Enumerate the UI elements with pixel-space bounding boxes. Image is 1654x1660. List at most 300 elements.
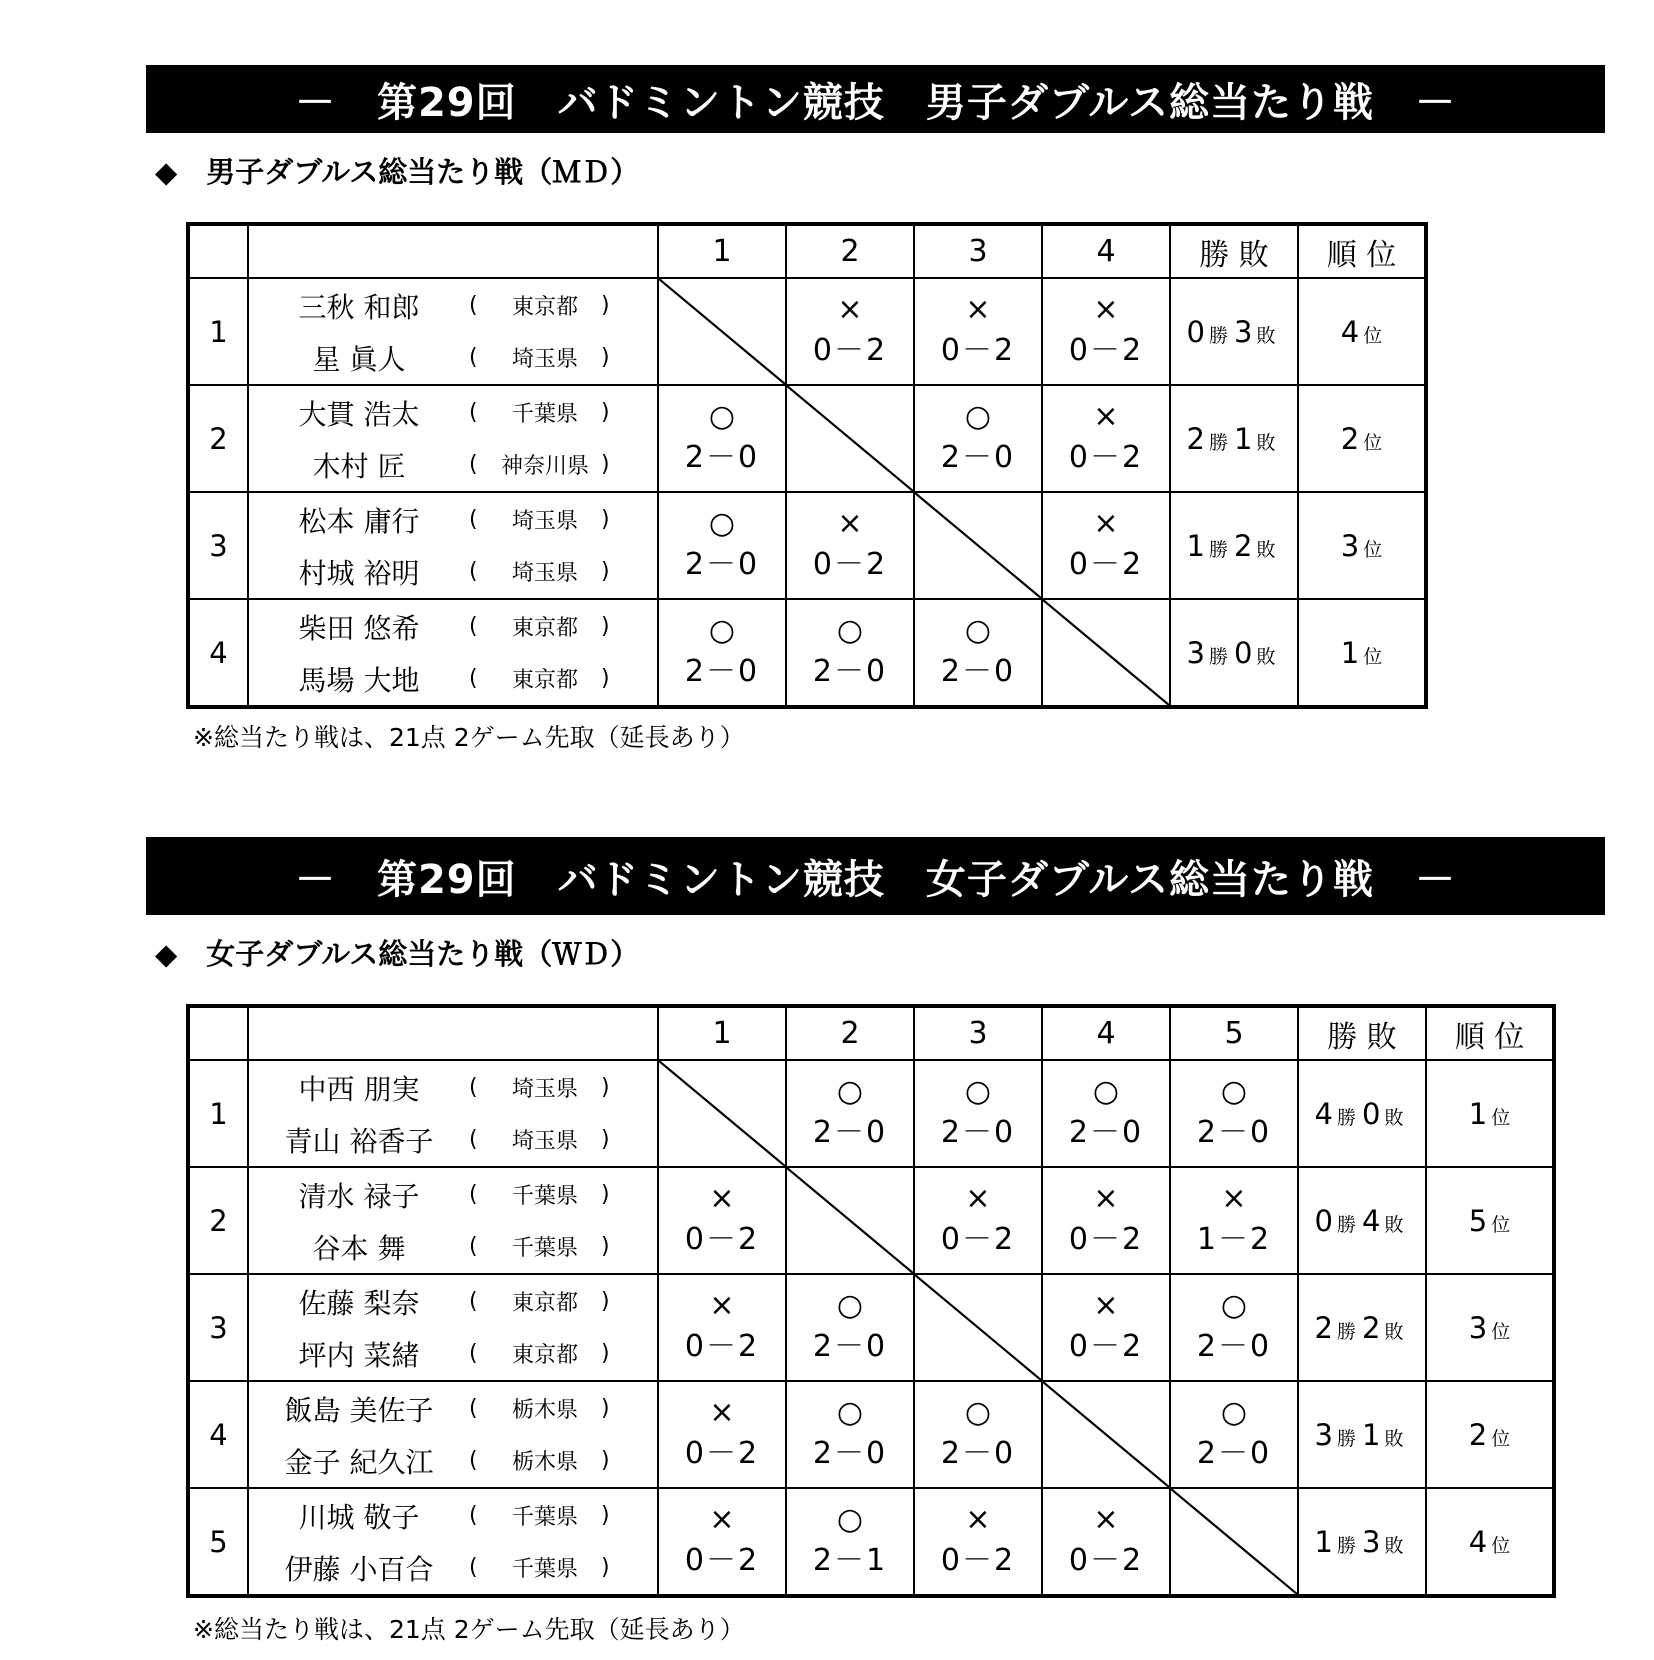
rank-unit: 位	[1363, 645, 1383, 668]
match-result-cell	[786, 1274, 914, 1381]
match-result-cell	[786, 1381, 914, 1488]
rank-value: 4	[1340, 314, 1360, 349]
match-result-cell	[1042, 492, 1170, 599]
result-mark: ○	[836, 1394, 864, 1430]
match-result-cell	[658, 599, 786, 707]
match-result-cell	[786, 278, 914, 385]
team-row	[188, 1274, 1554, 1381]
losses-count: 3	[1362, 1524, 1381, 1559]
team-number: 4	[188, 1381, 248, 1488]
rank-unit: 位	[1491, 1106, 1511, 1129]
close-paren: )	[601, 507, 610, 532]
team-number: 5	[188, 1488, 248, 1596]
header-opponent-1: 1	[658, 1006, 786, 1060]
rules-note: ※総当たり戦は、21点 2ゲーム先取（延長あり）	[193, 723, 745, 752]
win-unit: 勝	[1208, 324, 1228, 347]
player-prefecture: 栃木県	[511, 1450, 578, 1475]
team-number: 3	[188, 492, 248, 599]
diagonal-line	[915, 493, 1041, 598]
result-score: 0－2	[812, 546, 888, 582]
player-line	[249, 1542, 657, 1594]
player-name: 川城 敬子	[298, 1500, 420, 1534]
open-paren: (	[469, 1341, 478, 1366]
final-rank	[1426, 1488, 1554, 1596]
open-paren: (	[469, 1503, 478, 1528]
open-paren: (	[469, 400, 478, 425]
close-paren: )	[601, 1075, 610, 1100]
result-score: 0－2	[1068, 1221, 1144, 1257]
header-opponent-1: 1	[658, 224, 786, 278]
diagonal-line	[787, 1168, 913, 1273]
result-mark: ×	[1093, 398, 1119, 434]
player-prefecture: 埼玉県	[511, 1077, 578, 1102]
close-paren: )	[601, 666, 610, 691]
header-record: 勝 敗	[1298, 1006, 1426, 1060]
result-score: 2－0	[684, 653, 760, 689]
self-match-cell	[1042, 1381, 1170, 1488]
match-result-cell	[1042, 1167, 1170, 1274]
player-name: 松本 庸行	[298, 504, 420, 538]
team-number: 4	[188, 599, 248, 707]
losses-count: 4	[1362, 1203, 1381, 1238]
player-prefecture: 埼玉県	[511, 347, 578, 372]
win-loss-record	[1170, 385, 1298, 492]
loss-unit: 敗	[1256, 645, 1276, 668]
diagonal-slash	[915, 1275, 1041, 1380]
losses-count: 0	[1234, 635, 1253, 670]
player-line	[249, 1169, 657, 1221]
match-result-cell	[914, 278, 1042, 385]
match-result-cell	[914, 1167, 1042, 1274]
result-score: 0－2	[940, 1221, 1016, 1257]
player-line	[249, 1276, 657, 1328]
player-name: 青山 裕香子	[284, 1124, 434, 1158]
self-match-cell	[1170, 1488, 1298, 1596]
rules-note: ※総当たり戦は、21点 2ゲーム先取（延長あり）	[193, 1615, 745, 1644]
result-mark: ○	[964, 1394, 992, 1430]
self-match-cell	[914, 1274, 1042, 1381]
open-paren: (	[469, 666, 478, 691]
self-match-cell	[786, 385, 914, 492]
win-unit: 勝	[1208, 538, 1228, 561]
diagonal-slash	[659, 1061, 785, 1166]
player-name: 柴田 悠希	[298, 611, 420, 645]
match-result-cell	[1042, 1488, 1170, 1596]
team-players	[248, 1381, 658, 1488]
result-mark: ×	[965, 1501, 991, 1537]
section-subheading: ◆ 男子ダブルス総当たり戦（ＭＤ）	[155, 155, 640, 189]
open-paren: (	[469, 452, 478, 477]
win-unit: 勝	[1208, 645, 1228, 668]
header-record: 勝 敗	[1170, 224, 1298, 278]
rank-unit: 位	[1363, 324, 1383, 347]
result-mark: ○	[964, 398, 992, 434]
result-mark: ×	[709, 1287, 735, 1323]
team-players	[248, 1167, 658, 1274]
rank-unit: 位	[1491, 1213, 1511, 1236]
player-prefecture: 埼玉県	[511, 509, 578, 534]
team-number: 3	[188, 1274, 248, 1381]
diagonal-slash	[659, 279, 785, 384]
player-prefecture: 千葉県	[511, 1236, 578, 1261]
player-line	[249, 601, 657, 653]
player-name: 佐藤 梨奈	[298, 1286, 420, 1320]
result-mark: ○	[1220, 1073, 1248, 1109]
losses-count: 1	[1362, 1417, 1381, 1452]
diagonal-slash	[915, 493, 1041, 598]
section-banner: － 第29回 バドミントン競技 男子ダブルス総当たり戦 －	[146, 65, 1605, 133]
rank-unit: 位	[1363, 538, 1383, 561]
losses-count: 2	[1362, 1310, 1381, 1345]
header-opponent-5: 5	[1170, 1006, 1298, 1060]
loss-unit: 敗	[1384, 1534, 1404, 1557]
result-score: 0－2	[1068, 1328, 1144, 1364]
diagonal-slash	[787, 1168, 913, 1273]
rank-unit: 位	[1363, 431, 1383, 454]
result-score: 2－0	[812, 1435, 888, 1471]
player-name: 清水 禄子	[298, 1179, 420, 1213]
wins-count: 2	[1314, 1310, 1333, 1345]
result-mark: ○	[964, 1073, 992, 1109]
wins-count: 1	[1314, 1524, 1333, 1559]
loss-unit: 敗	[1256, 538, 1276, 561]
diagonal-slash	[1171, 1489, 1297, 1594]
close-paren: )	[601, 293, 610, 318]
player-prefecture: 埼玉県	[511, 1129, 578, 1154]
player-line	[249, 1490, 657, 1542]
match-result-cell	[914, 1060, 1042, 1167]
match-result-cell	[1042, 1060, 1170, 1167]
result-mark: ×	[1093, 1180, 1119, 1216]
final-rank	[1298, 599, 1426, 707]
wins-count: 3	[1314, 1417, 1333, 1452]
result-score: 2－0	[940, 653, 1016, 689]
rank-value: 5	[1468, 1203, 1488, 1238]
team-number: 2	[188, 1167, 248, 1274]
result-mark: ○	[836, 1073, 864, 1109]
player-name: 村城 裕明	[298, 556, 420, 590]
final-rank	[1298, 492, 1426, 599]
close-paren: )	[601, 559, 610, 584]
close-paren: )	[601, 1234, 610, 1259]
final-rank	[1426, 1060, 1554, 1167]
diagonal-line	[1043, 600, 1169, 705]
self-match-cell	[914, 492, 1042, 599]
close-paren: )	[601, 345, 610, 370]
player-prefecture: 東京都	[511, 668, 578, 693]
match-result-cell	[1170, 1274, 1298, 1381]
player-prefecture: 神奈川県	[500, 454, 589, 479]
match-result-cell	[786, 492, 914, 599]
result-score: 0－2	[940, 1542, 1016, 1578]
rank-value: 2	[1468, 1417, 1488, 1452]
result-score: 1－2	[1196, 1221, 1272, 1257]
match-result-cell	[914, 1488, 1042, 1596]
win-unit: 勝	[1336, 1534, 1356, 1557]
result-mark: ○	[708, 505, 736, 541]
result-score: 2－0	[1196, 1114, 1272, 1150]
win-unit: 勝	[1208, 431, 1228, 454]
player-name: 谷本 舞	[312, 1231, 406, 1265]
player-line	[249, 546, 657, 598]
player-name: 木村 匠	[312, 449, 406, 483]
match-result-cell	[914, 1381, 1042, 1488]
result-score: 2－0	[812, 653, 888, 689]
diagonal-line	[659, 1061, 785, 1166]
result-mark: ×	[965, 291, 991, 327]
result-mark: ×	[1093, 291, 1119, 327]
match-result-cell	[1170, 1167, 1298, 1274]
player-name: 坪内 菜緒	[298, 1338, 420, 1372]
result-score: 0－2	[1068, 332, 1144, 368]
open-paren: (	[469, 1127, 478, 1152]
match-result-cell	[658, 1274, 786, 1381]
close-paren: )	[601, 1503, 610, 1528]
result-score: 0－2	[684, 1328, 760, 1364]
win-unit: 勝	[1336, 1213, 1356, 1236]
loss-unit: 敗	[1384, 1106, 1404, 1129]
open-paren: (	[469, 1234, 478, 1259]
match-result-cell	[658, 1167, 786, 1274]
match-result-cell	[1170, 1381, 1298, 1488]
loss-unit: 敗	[1384, 1213, 1404, 1236]
losses-count: 2	[1234, 528, 1253, 563]
close-paren: )	[601, 1182, 610, 1207]
team-row	[188, 599, 1426, 707]
header-blank-no	[188, 224, 248, 278]
open-paren: (	[469, 293, 478, 318]
player-prefecture: 東京都	[511, 1343, 578, 1368]
result-score: 2－0	[684, 439, 760, 475]
player-prefecture: 栃木県	[511, 1398, 578, 1423]
result-score: 0－2	[940, 332, 1016, 368]
losses-count: 0	[1362, 1096, 1381, 1131]
player-prefecture: 千葉県	[511, 1505, 578, 1530]
result-mark: ○	[1220, 1287, 1248, 1323]
win-loss-record	[1170, 492, 1298, 599]
diagonal-slash	[1043, 600, 1169, 705]
final-rank	[1298, 385, 1426, 492]
team-row	[188, 1381, 1554, 1488]
result-score: 0－2	[684, 1221, 760, 1257]
header-blank-names	[248, 1006, 658, 1060]
result-score: 2－0	[812, 1328, 888, 1364]
match-result-cell	[1042, 278, 1170, 385]
result-mark: ×	[709, 1501, 735, 1537]
result-mark: ○	[708, 612, 736, 648]
close-paren: )	[601, 452, 610, 477]
header-blank-no	[188, 1006, 248, 1060]
player-line	[249, 1221, 657, 1273]
header-opponent-3: 3	[914, 224, 1042, 278]
team-players	[248, 385, 658, 492]
result-score: 0－2	[1068, 1542, 1144, 1578]
match-result-cell	[1042, 385, 1170, 492]
player-line	[249, 332, 657, 384]
result-mark: ×	[1093, 505, 1119, 541]
team-players	[248, 1488, 658, 1596]
match-result-cell	[914, 599, 1042, 707]
team-players	[248, 1060, 658, 1167]
open-paren: (	[469, 1555, 478, 1580]
player-prefecture: 東京都	[511, 1291, 578, 1316]
result-mark: ○	[964, 612, 992, 648]
player-line	[249, 494, 657, 546]
header-opponent-3: 3	[914, 1006, 1042, 1060]
rank-unit: 位	[1491, 1534, 1511, 1557]
wins-count: 0	[1186, 314, 1205, 349]
rank-value: 1	[1468, 1096, 1488, 1131]
final-rank	[1426, 1167, 1554, 1274]
header-row	[188, 224, 1426, 278]
player-line	[249, 280, 657, 332]
match-result-cell	[658, 1381, 786, 1488]
result-mark: ×	[837, 291, 863, 327]
player-name: 金子 紀久江	[284, 1445, 434, 1479]
result-mark: ○	[1092, 1073, 1120, 1109]
match-result-cell	[786, 599, 914, 707]
team-players	[248, 599, 658, 707]
loss-unit: 敗	[1384, 1427, 1404, 1450]
rank-value: 3	[1340, 528, 1360, 563]
result-score: 0－2	[1068, 439, 1144, 475]
player-name: 星 眞人	[312, 342, 406, 376]
open-paren: (	[469, 1075, 478, 1100]
header-rank: 順 位	[1298, 224, 1426, 278]
result-score: 0－2	[812, 332, 888, 368]
result-mark: ×	[709, 1394, 735, 1430]
diagonal-line	[1171, 1489, 1297, 1594]
win-unit: 勝	[1336, 1427, 1356, 1450]
losses-count: 3	[1234, 314, 1253, 349]
win-unit: 勝	[1336, 1320, 1356, 1343]
result-score: 0－2	[1068, 546, 1144, 582]
header-blank-names	[248, 224, 658, 278]
close-paren: )	[601, 1448, 610, 1473]
round-robin-table	[186, 1004, 1556, 1598]
final-rank	[1426, 1381, 1554, 1488]
result-score: 2－0	[812, 1114, 888, 1150]
result-mark: ×	[837, 505, 863, 541]
close-paren: )	[601, 1289, 610, 1314]
result-score: 2－0	[1196, 1328, 1272, 1364]
diagonal-line	[915, 1275, 1041, 1380]
rank-value: 2	[1340, 421, 1360, 456]
open-paren: (	[469, 507, 478, 532]
team-row	[188, 1488, 1554, 1596]
result-score: 2－0	[940, 1114, 1016, 1150]
result-mark: ○	[836, 612, 864, 648]
self-match-cell	[658, 1060, 786, 1167]
team-row	[188, 1060, 1554, 1167]
close-paren: )	[601, 614, 610, 639]
player-line	[249, 1062, 657, 1114]
player-name: 三秋 和郎	[298, 290, 420, 324]
win-loss-record	[1170, 278, 1298, 385]
team-number: 1	[188, 1060, 248, 1167]
header-rank: 順 位	[1426, 1006, 1554, 1060]
self-match-cell	[658, 278, 786, 385]
match-result-cell	[786, 1488, 914, 1596]
wins-count: 0	[1314, 1203, 1333, 1238]
wins-count: 1	[1186, 528, 1205, 563]
result-mark: ○	[1220, 1394, 1248, 1430]
player-prefecture: 東京都	[511, 616, 578, 641]
result-mark: ×	[1093, 1287, 1119, 1323]
result-score: 0－2	[684, 1542, 760, 1578]
team-number: 2	[188, 385, 248, 492]
diagonal-line	[1043, 1382, 1169, 1487]
player-name: 伊藤 小百合	[284, 1552, 434, 1586]
match-result-cell	[658, 1488, 786, 1596]
win-loss-record	[1298, 1381, 1426, 1488]
team-players	[248, 1274, 658, 1381]
result-score: 2－0	[940, 1435, 1016, 1471]
header-opponent-4: 4	[1042, 1006, 1170, 1060]
result-score: 2－0	[1068, 1114, 1144, 1150]
header-opponent-2: 2	[786, 224, 914, 278]
diagonal-line	[787, 386, 913, 491]
team-row	[188, 278, 1426, 385]
wins-count: 4	[1314, 1096, 1333, 1131]
self-match-cell	[1042, 599, 1170, 707]
player-name: 飯島 美佐子	[284, 1393, 434, 1427]
result-mark: ○	[836, 1287, 864, 1323]
open-paren: (	[469, 345, 478, 370]
result-mark: ○	[836, 1501, 864, 1537]
diagonal-line	[659, 279, 785, 384]
match-result-cell	[1170, 1060, 1298, 1167]
team-players	[248, 492, 658, 599]
match-result-cell	[914, 385, 1042, 492]
player-name: 馬場 大地	[298, 663, 420, 697]
header-row	[188, 1006, 1554, 1060]
player-name: 中西 朋実	[298, 1072, 420, 1106]
final-rank	[1298, 278, 1426, 385]
losses-count: 1	[1234, 421, 1253, 456]
close-paren: )	[601, 1341, 610, 1366]
close-paren: )	[601, 1127, 610, 1152]
rank-value: 1	[1340, 635, 1360, 670]
result-mark: ×	[965, 1180, 991, 1216]
result-mark: ×	[1093, 1501, 1119, 1537]
player-line	[249, 653, 657, 705]
match-result-cell	[1042, 1274, 1170, 1381]
result-mark: ○	[708, 398, 736, 434]
final-rank	[1426, 1274, 1554, 1381]
result-mark: ×	[709, 1180, 735, 1216]
player-prefecture: 東京都	[511, 295, 578, 320]
win-unit: 勝	[1336, 1106, 1356, 1129]
result-score: 2－0	[684, 546, 760, 582]
player-prefecture: 千葉県	[511, 402, 578, 427]
rank-unit: 位	[1491, 1320, 1511, 1343]
section-subheading: ◆ 女子ダブルス総当たり戦（ＷＤ）	[155, 937, 640, 971]
rank-value: 4	[1468, 1524, 1488, 1559]
team-players	[248, 278, 658, 385]
wins-count: 3	[1186, 635, 1205, 670]
round-robin-table	[186, 222, 1428, 709]
match-result-cell	[786, 1060, 914, 1167]
team-number: 1	[188, 278, 248, 385]
team-row	[188, 492, 1426, 599]
close-paren: )	[601, 1396, 610, 1421]
open-paren: (	[469, 559, 478, 584]
player-line	[249, 1114, 657, 1166]
win-loss-record	[1298, 1274, 1426, 1381]
player-line	[249, 439, 657, 491]
header-opponent-4: 4	[1042, 224, 1170, 278]
